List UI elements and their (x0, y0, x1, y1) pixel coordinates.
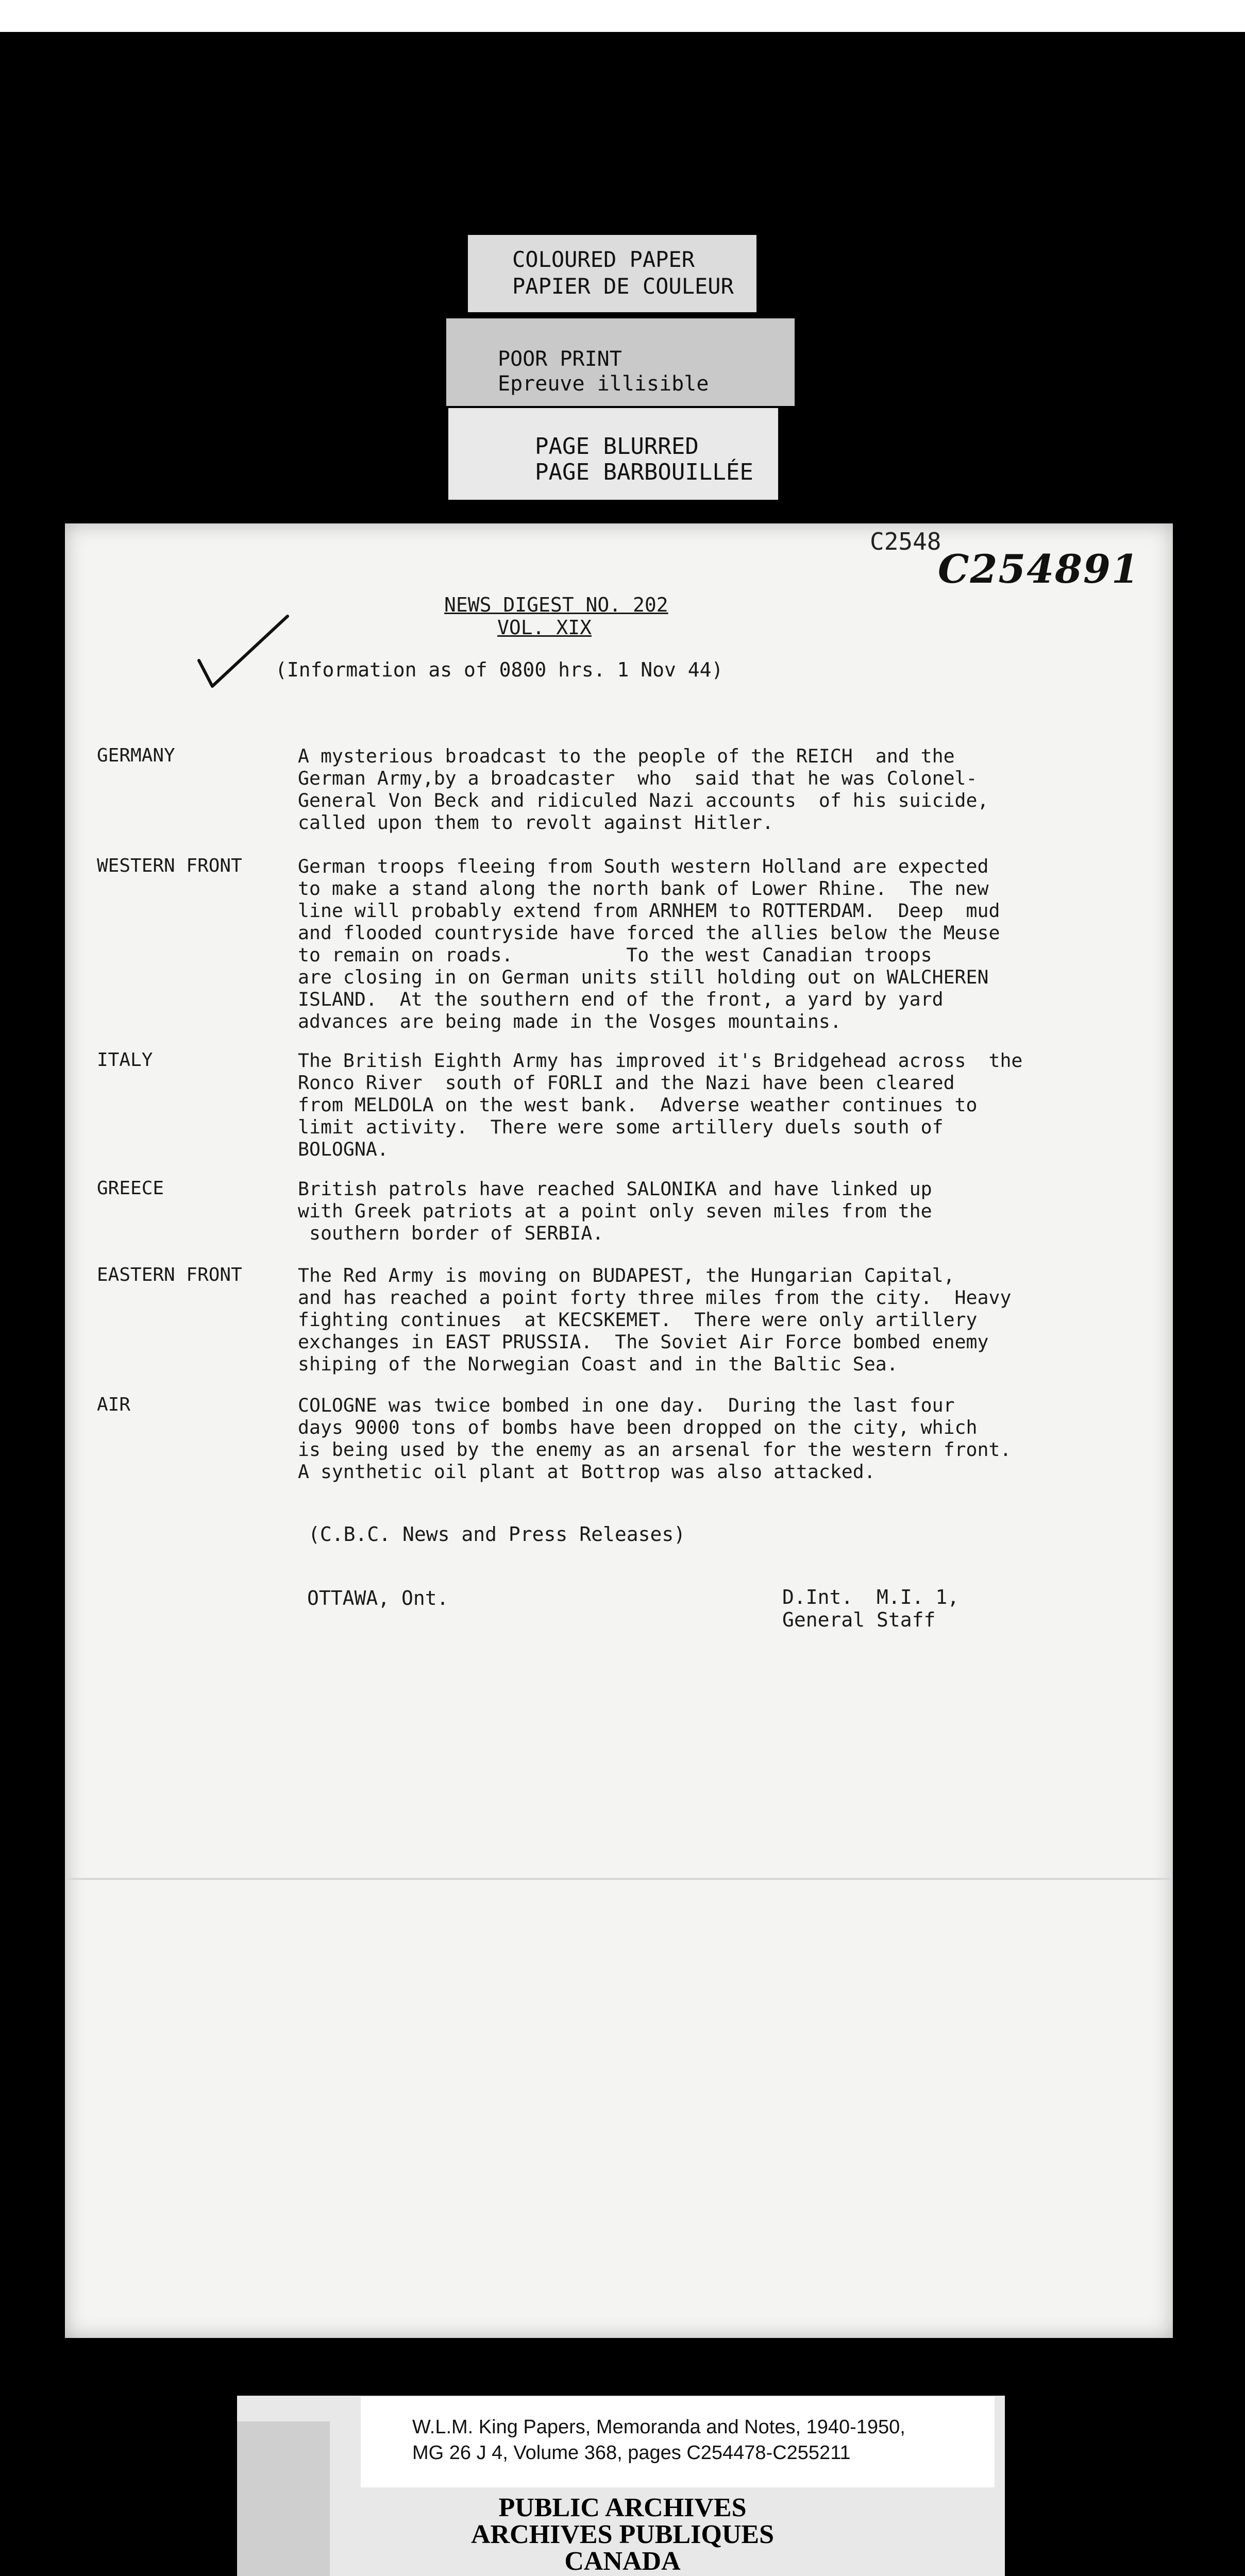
section-label-eastern-front: EASTERN FRONT (97, 1264, 242, 1285)
coloured-paper-label-fr: PAPIER DE COULEUR (512, 274, 734, 299)
information-timestamp: (Information as of 0800 hrs. 1 Nov 44) (275, 658, 724, 681)
poor-print-label-en: POOR PRINT (498, 347, 622, 371)
page-blurred-label-fr: PAGE BARBOUILLÉE (535, 459, 753, 485)
section-text-germany: A mysterious broadcast to the people of the REICH and the German Army,by a broadcaster who said that he was Colonel- General Von Beck and ridiculed Nazi accounts of his suicide, called upon them to revolt against Hitler. (298, 745, 989, 834)
document-number-handwritten: C254891 (938, 546, 1140, 592)
reference-line-2: MG 26 J 4, Volume 368, pages C254478-C255211 (412, 2442, 851, 2464)
sources-note: (C.B.C. News and Press Releases) (308, 1523, 686, 1546)
section-label-air: AIR (97, 1394, 131, 1415)
coloured-paper-label (468, 235, 756, 312)
section-label-italy: ITALY (97, 1049, 153, 1071)
digest-title: NEWS DIGEST NO. 202 (444, 594, 668, 616)
archives-line-2: ARCHIVES PUBLIQUES (470, 2520, 775, 2549)
poor-print-label (446, 318, 795, 406)
document-number-typed: C2548 (870, 528, 941, 555)
page-blurred-label (448, 408, 778, 500)
section-label-western-front: WESTERN FRONT (97, 855, 242, 876)
reference-line-1: W.L.M. King Papers, Memoranda and Notes, 1940-1950, (412, 2416, 905, 2438)
signoff-block: D.Int. M.I. 1, General Staff (782, 1586, 960, 1631)
digest-volume: VOL. XIX (497, 616, 592, 639)
section-label-germany: GERMANY (97, 745, 175, 766)
poor-print-label-fr: Epreuve illisible (498, 372, 709, 396)
coloured-paper-label-en: COLOURED PAPER (512, 247, 695, 272)
reference-card (361, 2397, 995, 2487)
page-blurred-label-en: PAGE BLURRED (535, 433, 699, 460)
section-text-italy: The British Eighth Army has improved it's Bridgehead across the Ronco River south of FORLI and the Nazi have been cleared from MELDOLA on the west bank. Adverse weather continues to limit activity. There were some artillery duels south of BOLOGNA. (298, 1049, 1023, 1160)
section-label-greece: GREECE (97, 1178, 164, 1199)
location-line: OTTAWA, Ont. (307, 1587, 449, 1609)
page-fold-line (65, 1878, 1173, 1880)
section-text-eastern-front: The Red Army is moving on BUDAPEST, the Hungarian Capital, and has reached a point forty three miles from the city. Heavy fighting continues at KECSKEMET. There were only artillery exchanges in EAST PRUSSIA. The Soviet Air Force bombed enemy shiping of the Norwegian Coast and in the Baltic Sea. (298, 1264, 1012, 1375)
section-text-air: COLOGNE was twice bombed in one day. During the last four days 9000 tons of bombs have been dropped on the city, which is being used by the enemy as an arsenal for the western front. A synthetic oil plant at Bottrop was also attacked. (298, 1394, 1012, 1483)
archives-line-1: PUBLIC ARCHIVES (498, 2493, 747, 2522)
section-text-western-front: German troops fleeing from South western Holland are expected to make a stand along the north bank of Lower Rhine. The new line will probably extend from ARNHEM to ROTTERDAM. Deep mud and flooded countryside have forced the allies below the Meuse to remain on roads. To the west Canadian troops are closing in on German units still holding out on WALCHEREN ISLAND. At the southern end of the front, a yard by yard advances are being made in the Vosges mountains. (298, 855, 1000, 1032)
archives-line-3: CANADA (564, 2547, 681, 2576)
section-text-greece: British patrols have reached SALONIKA and have linked up with Greek patriots at a point only seven miles from the southern border of SERBIA. (298, 1178, 932, 1244)
top-margin-strip (0, 0, 1245, 32)
